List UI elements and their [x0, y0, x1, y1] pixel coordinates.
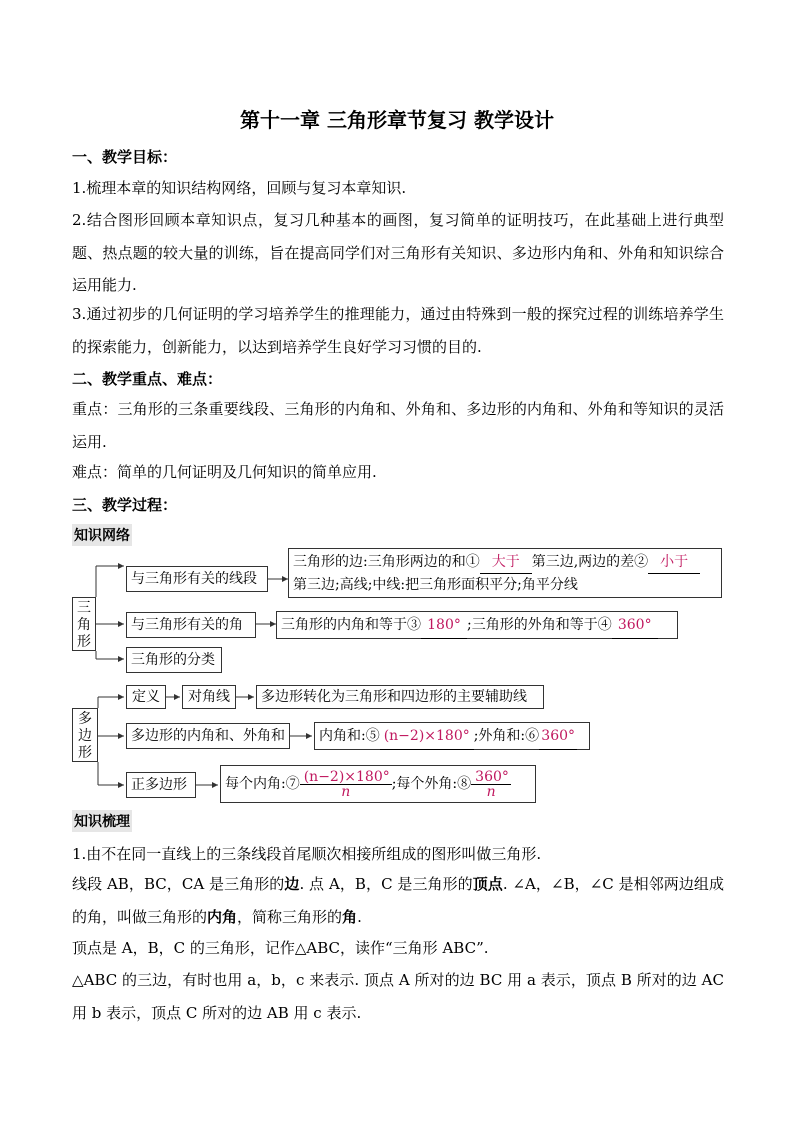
polygon-root-char: 多 [78, 711, 92, 727]
section-heading-objectives: 一、教学目标： [72, 148, 178, 166]
answer-blank-4: 360° [612, 612, 658, 639]
answer-blank-2: 小于 [648, 551, 700, 574]
polygon-root-node [72, 708, 98, 762]
polygon-root-char: 形 [78, 745, 92, 761]
polygon-angle-sum-node: 多边形的内角和、外角和 [126, 723, 290, 749]
p2-bold-term: 内角 [207, 907, 238, 926]
p2-text: ，简称三角形的 [237, 907, 343, 926]
inner-text: ;外角和:⑥ [473, 728, 540, 744]
objective-3: 3.通过初步的几何证明的学习培养学生的推理能力，通过由特殊到一般的探究过程的训练培养学生的探索能力，创新能力，以达到培养学生良好学习习惯的目的. [72, 305, 724, 356]
answer-blank-3: 180° [421, 612, 467, 639]
outline-paragraph-2 [72, 868, 724, 933]
section-heading-process: 三、教学过程： [72, 496, 178, 514]
p2-text: . ∠A，∠B，∠C 是相邻两边组成的角，叫做三角形的 [72, 875, 725, 926]
triangle-root-node [72, 597, 96, 651]
angle-text: 三角形的内角和等于③ [281, 617, 421, 633]
p2-bold-term: 顶点 [472, 875, 503, 893]
p2-text: . 点 A，B，C 是三角形的 [299, 875, 473, 893]
answer-blank-6: 360° [539, 723, 577, 750]
outline-paragraph-1: 1.由不在同一直线上的三条线段首尾顺次相接所组成的图形叫做三角形. [72, 845, 542, 863]
network-tag: 知识网络 [72, 524, 132, 546]
answer-blank-8 [471, 770, 511, 799]
fraction-numerator: (n−2)×180° [300, 770, 392, 785]
regular-text: ;每个外角:⑧ [391, 776, 472, 792]
regular-polygon-node: 正多边形 [126, 772, 196, 798]
outline-paragraph-4: △ABC 的三边，有时也用 a，b，c 来表示. 顶点 A 所对的边 BC 用 a 表示，顶点 B 所对的边 AC 用 b 表示，顶点 C 所对的边 AB 用 c 表示. [72, 971, 724, 1022]
seg-text-line2: 第三边;高线;中线:把三角形面积平分;角平分线 [293, 577, 578, 593]
triangle-segments-detail [288, 548, 722, 598]
fraction-numerator: 360° [471, 770, 511, 785]
p2-text: . [357, 907, 362, 926]
answer-blank-7 [300, 770, 392, 799]
outline-paragraph-3: 顶点是 A，B，C 的三角形，记作△ABC，读作“三角形 ABC”. [72, 939, 489, 957]
objective-2: 2.结合图形回顾本章知识点，复习几种基本的画图，复习简单的证明技巧，在此基础上进行典型题、热点题的较大量的训练，旨在提高同学们对三角形有关知识、多边形内角和、外角和知识综合运用能力. [72, 211, 724, 294]
inner-text: 内角和:⑤ [319, 728, 380, 744]
p2-bold-term: 边 [284, 875, 300, 893]
regular-text: 每个内角:⑦ [225, 776, 300, 792]
objective-1: 1.梳理本章的知识结构网络，回顾与复习本章知识. [72, 179, 407, 197]
polygon-definition-node: 定义 [126, 685, 166, 709]
p2-text: 线段 AB，BC，CA 是三角形的 [72, 875, 285, 893]
seg-text: 三角形的边:三角形两边的和① [293, 554, 480, 570]
section-heading-key-points: 二、教学重点、难点： [72, 370, 223, 388]
triangle-angles-node: 与三角形有关的角 [126, 612, 256, 638]
polygon-root-char: 边 [78, 728, 92, 744]
answer-blank-1: 大于 [480, 551, 532, 574]
key-point: 重点：三角形的三条重要线段、三角形的内角和、外角和、多边形的内角和、外角和等知识的灵活运用. [72, 400, 724, 451]
triangle-root-char: 三 [77, 600, 91, 616]
angle-text: ;三角形的外角和等于④ [467, 617, 612, 633]
triangle-classify-node: 三角形的分类 [126, 647, 222, 673]
page-title: 第十一章 三角形章节复习 教学设计 [240, 108, 554, 132]
triangle-segments-node: 与三角形有关的线段 [126, 566, 268, 592]
polygon-angle-sum-detail [314, 722, 590, 750]
answer-blank-5: (n−2)×180° [380, 723, 474, 750]
polygon-diagonal-detail: 多边形转化为三角形和四边形的主要辅助线 [256, 685, 544, 709]
polygon-diagonal-node: 对角线 [182, 685, 236, 709]
difficult-point: 难点：简单的几何证明及几何知识的简单应用. [72, 463, 377, 481]
regular-polygon-detail [220, 765, 536, 803]
seg-text: 第三边,两边的差② [531, 554, 649, 570]
triangle-root-char: 角 [77, 617, 91, 633]
triangle-root-char: 形 [77, 634, 91, 650]
fraction-denominator: n [486, 783, 496, 800]
outline-tag: 知识梳理 [72, 810, 132, 832]
fraction-denominator: n [341, 783, 351, 800]
triangle-angles-detail [276, 611, 678, 639]
p2-bold-term: 角 [342, 907, 358, 926]
